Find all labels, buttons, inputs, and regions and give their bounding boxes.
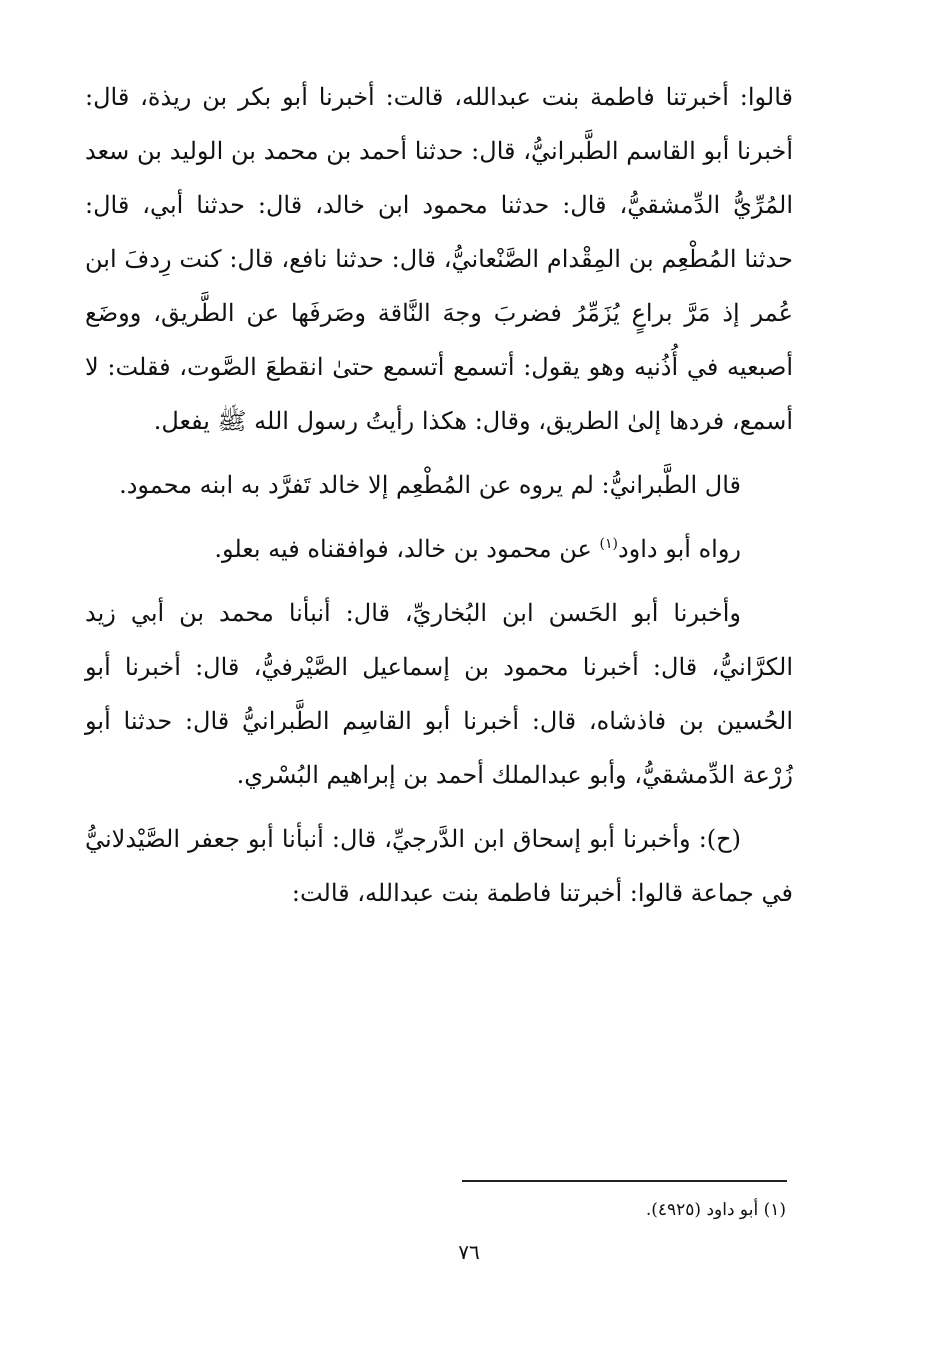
paragraph-4: وأخبرنا أبو الحَسن ابن البُخاريِّ، قال: أنبأنا محمد بن أبي زيد الكرَّانيُّ، قال: أخبرنا محمود بن إسماعيل الصَّيْرفيُّ، قال: أخبرنا أبو الحُسين بن فاذشاه، قال: أخبرنا أبو القاسِم الطَّبرانيُّ قال: حدثنا أبو زُرْعة الدِّمشقيُّ، وأبو عبدالملك أحمد بن إبراهيم البُسْري. [85,599,794,789]
paragraph-3-after: عن محمود بن خالد، فوافقناه فيه بعلو. [214,535,600,563]
page-number: ٧٦ [458,1240,480,1264]
paragraph-2: قال الطَّبرانيُّ: لم يروه عن المُطْعِم إلا خالد تَفرَّد به ابنه محمود. [119,471,741,499]
footnote: (١) أبو داود (٤٩٢٥). [645,1200,786,1220]
footnote-marker: (١) [599,536,618,552]
footnote-divider [462,1180,787,1182]
main-text [85,70,793,930]
paragraph-1: قالوا: أخبرتنا فاطمة بنت عبدالله، قالت: أخبرنا أبو بكر بن ريذة، قال: أخبرنا أبو القاسم الطَّبرانيُّ، قال: حدثنا أحمد بن محمد بن الوليد بن سعد المُرِّيُّ الدِّمشقيُّ، قال: حدثنا محمود ابن خالد، قال: حدثنا أبي، قال: حدثنا المُطْعِم بن المِقْدام الصَّنْعانيُّ، قال: حدثنا نافع، قال: كنت رِدفَ ابن عُمر إذ مَرَّ براعٍ يُزَمِّرُ فضربَ وجهَ النَّاقة وصَرفَها عن الطَّريق، ووضَع أصبعيه في أُذُنيه وهو يقول: أتسمع أتسمع حتىٰ انقطعَ الصَّوت، فقلت: لا أسمع، فردها إلىٰ الطريق، وقال: هكذا رأيتُ رسول الله ﷺ يفعل. [85,83,793,435]
paragraph-3-before: رواه أبو داود [617,535,741,563]
paragraph-5: (ح): وأخبرنا أبو إسحاق ابن الدَّرجيِّ، قال: أنبأنا أبو جعفر الصَّيْدلانيُّ في جماعة قالوا: أخبرتنا فاطمة بنت عبدالله، قالت: [85,825,793,907]
paragraph-3 [85,522,793,576]
